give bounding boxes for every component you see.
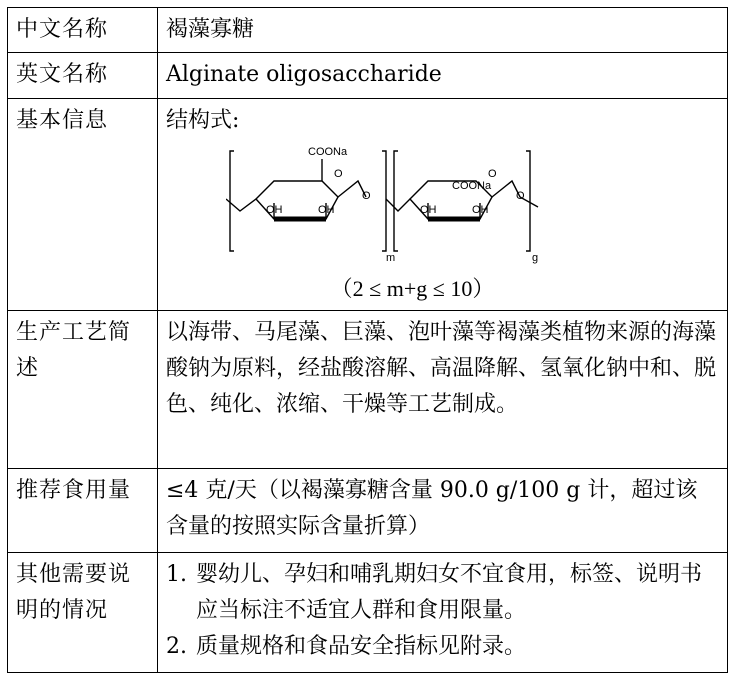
- label-chinese-name: 中文名称: [8, 8, 158, 53]
- label-dosage: 推荐食用量: [8, 469, 158, 553]
- row-chinese-name: [8, 8, 728, 53]
- structural-formula: [226, 141, 646, 271]
- structure-title: 结构式:: [166, 108, 240, 133]
- row-process: [8, 311, 728, 469]
- link-oxygen-2: O: [516, 190, 525, 202]
- row-english-name: [8, 53, 728, 99]
- link-oxygen-1: O: [362, 190, 371, 202]
- row-dosage: [8, 469, 728, 553]
- list-item: [166, 629, 719, 665]
- oh-label-3: OH: [420, 204, 437, 216]
- label-other: 其他需要说明的情况: [8, 553, 158, 673]
- value-basic-info: [158, 99, 728, 311]
- structure-range: （2 ≤ m+g ≤ 10）: [330, 276, 495, 301]
- oh-label-1: OH: [266, 204, 283, 216]
- label-basic-info: 基本信息: [8, 99, 158, 311]
- ring-oxygen-2: O: [488, 168, 497, 180]
- ring-oxygen-1: O: [334, 168, 343, 180]
- list-number: 1.: [166, 562, 187, 587]
- value-other: [158, 553, 728, 673]
- label-process: 生产工艺简述: [8, 311, 158, 469]
- value-process: 以海带、马尾藻、巨藻、泡叶藻等褐藻类植物来源的海藻酸钠为原料，经盐酸溶解、高温降解、氢氧化钠中和、脱色、纯化、浓缩、干燥等工艺制成。: [158, 311, 728, 469]
- label-english-name: 英文名称: [8, 53, 158, 99]
- list-item: [166, 557, 719, 629]
- subscript-m: m: [386, 252, 396, 264]
- subscript-g: g: [532, 252, 539, 264]
- coona-label-1: COONa: [308, 146, 348, 158]
- list-text: 婴幼儿、孕妇和哺乳期妇女不宜食用，标签、说明书应当标注不适宜人群和食用限量。: [196, 562, 703, 623]
- coona-label-2: COONa: [452, 180, 492, 192]
- oh-label-4: OH: [472, 204, 489, 216]
- list-text: 质量规格和食品安全指标见附录。: [196, 634, 527, 659]
- row-basic-info: [8, 99, 728, 311]
- oh-label-2: OH: [318, 204, 335, 216]
- value-english-name: Alginate oligosaccharide: [158, 53, 728, 99]
- value-chinese-name: 褐藻寡糖: [158, 8, 728, 53]
- list-number: 2.: [166, 634, 187, 659]
- row-other: [8, 553, 728, 673]
- value-dosage: ≤4 克/天（以褐藻寡糖含量 90.0 g/100 g 计，超过该含量的按照实际含量折算）: [158, 469, 728, 553]
- info-table: [7, 7, 728, 673]
